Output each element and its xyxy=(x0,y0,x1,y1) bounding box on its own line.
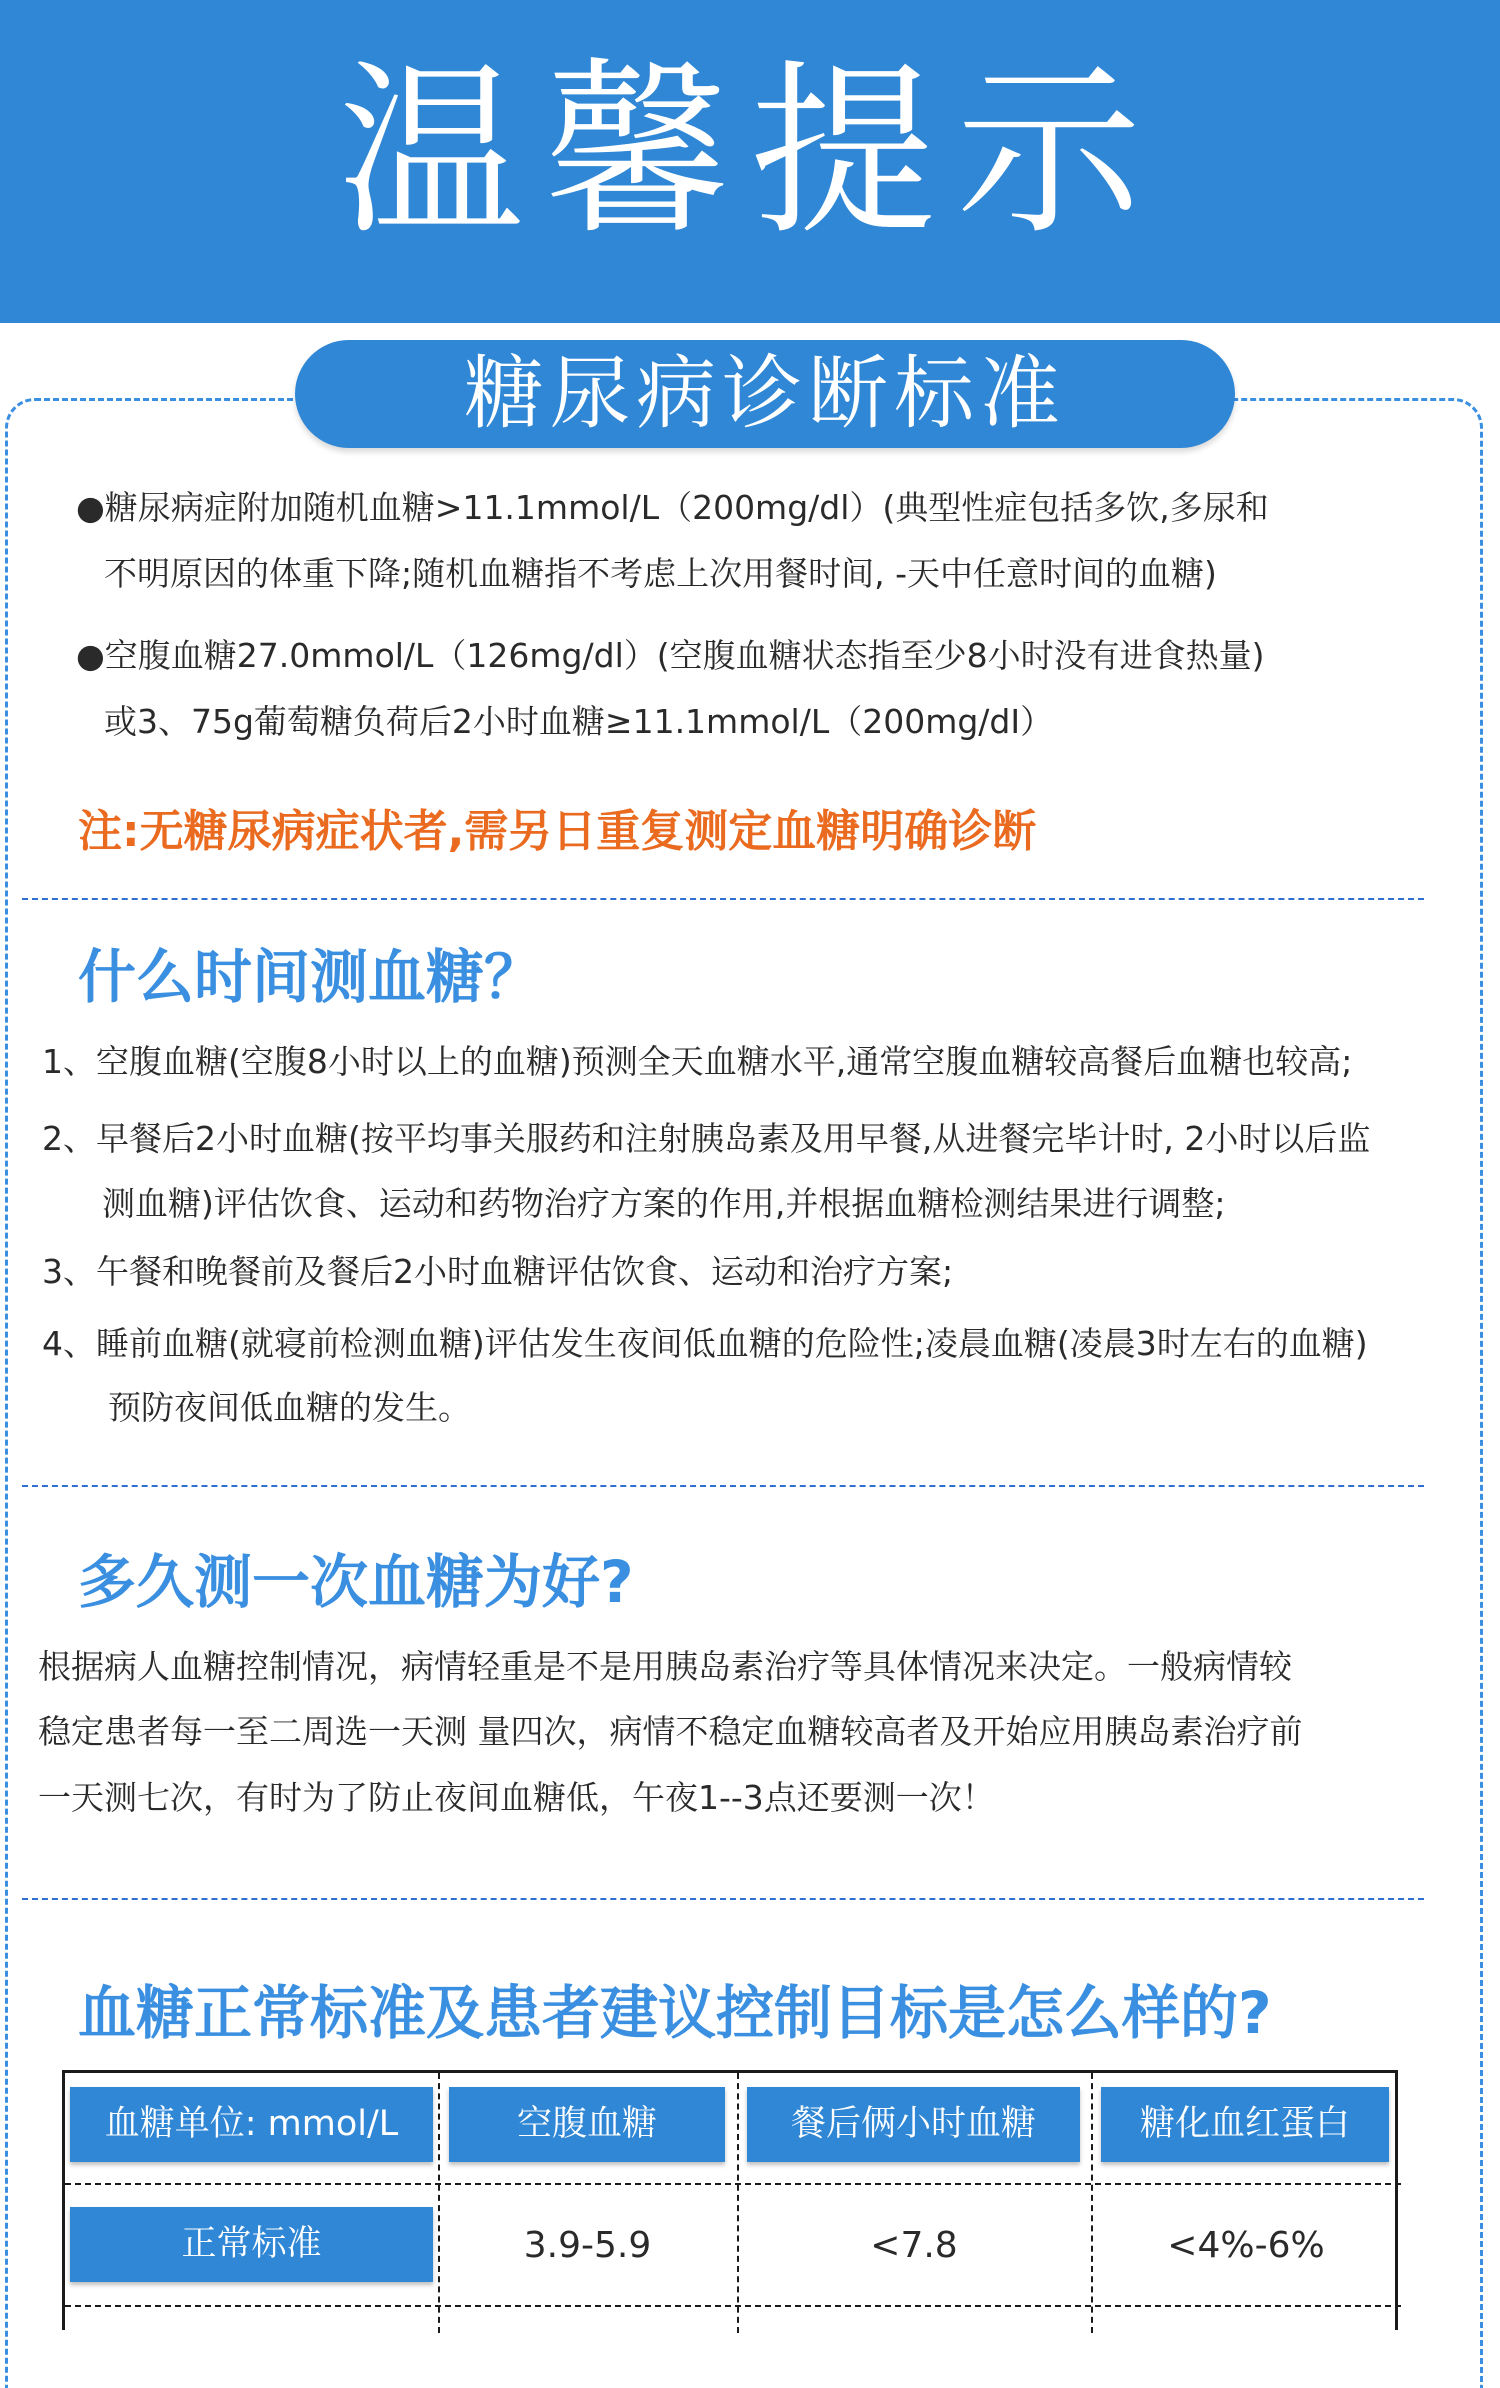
criteria-bullet-1-line-2: 不明原因的体重下降;随机血糖指不考虑上次用餐时间, -天中任意时间的血糖) xyxy=(104,554,1217,593)
section-divider xyxy=(22,1485,1424,1487)
when-item-4-line-2: 预防夜间低血糖的发生。 xyxy=(108,1388,471,1427)
criteria-bullet-2-line-1: ●空腹血糖27.0mmol/L（126mg/dl）(空腹血糖状态指至少8小时没有进食热量) xyxy=(76,636,1265,675)
when-item-4-line-1: 4、睡前血糖(就寝前检测血糖)评估发生夜间低血糖的危险性;凌晨血糖(凌晨3时左右的血糖) xyxy=(42,1324,1368,1363)
section-divider xyxy=(22,898,1424,900)
when-item-1: 1、空腹血糖(空腹8小时以上的血糖)预测全天血糖水平,通常空腹血糖较高餐后血糖也较高; xyxy=(42,1042,1353,1081)
page-title: 温馨提示 xyxy=(337,43,1162,260)
column-header-hba1c: 糖化血红蛋白 xyxy=(1101,2087,1389,2162)
table-column-divider xyxy=(438,2073,440,2333)
table-column-divider xyxy=(737,2073,739,2333)
standards-heading: 血糖正常标准及患者建议控制目标是怎么样的? xyxy=(78,1979,1272,2047)
criteria-bullet-1-line-1: ●糖尿病症附加随机血糖>11.1mmol/L（200mg/dl）(典型性症包括多饮,多尿和 xyxy=(76,488,1269,527)
when-item-2-line-2: 测血糖)评估饮食、运动和药物治疗方案的作用,并根据血糖检测结果进行调整; xyxy=(102,1184,1226,1223)
table-column-divider xyxy=(1091,2073,1093,2333)
cell-postprandial-value: <7.8 xyxy=(870,2225,958,2266)
section-divider xyxy=(22,1898,1424,1900)
cell-hba1c-value: <4%-6% xyxy=(1167,2225,1325,2266)
row-label-normal: 正常标准 xyxy=(70,2207,433,2282)
table-row-divider xyxy=(65,2305,1401,2307)
when-heading: 什么时间测血糖？ xyxy=(78,943,543,1011)
when-item-3: 3、午餐和晚餐前及餐后2小时血糖评估饮食、运动和治疗方案; xyxy=(42,1252,954,1291)
frequency-heading: 多久测一次血糖为好? xyxy=(78,1548,634,1616)
diagnosis-note: 注:无糖尿病症状者,需另日重复测定血糖明确诊断 xyxy=(78,806,1037,857)
column-header-postprandial: 餐后俩小时血糖 xyxy=(747,2087,1080,2162)
section-title-pill xyxy=(295,340,1235,448)
column-header-unit: 血糖单位: mmol/L xyxy=(70,2087,433,2162)
glucose-standards-table xyxy=(62,2070,1398,2330)
when-item-2-line-1: 2、早餐后2小时血糖(按平均事关服药和注射胰岛素及用早餐,从进餐完毕计时, 2小时以后监 xyxy=(42,1119,1371,1158)
section-title: 糖尿病诊断标准 xyxy=(464,347,1066,440)
frequency-line-1: 根据病人血糖控制情况，病情轻重是不是用胰岛素治疗等具体情况来决定。一般病情较 xyxy=(38,1647,1292,1686)
criteria-bullet-2-line-2: 或3、75g葡萄糖负荷后2小时血糖≥11.1mmol/L（200mg/dI） xyxy=(104,702,1054,741)
frequency-line-3: 一天测七次，有时为了防止夜间血糖低，午夜1--3点还要测一次！ xyxy=(38,1778,995,1817)
cell-fasting-value: 3.9-5.9 xyxy=(523,2225,652,2266)
header-banner xyxy=(0,0,1500,323)
table-row-divider xyxy=(65,2183,1401,2185)
column-header-fasting: 空腹血糖 xyxy=(449,2087,725,2162)
frequency-line-2: 稳定患者每一至二周选一天测 量四次，病情不稳定血糖较高者及开始应用胰岛素治疗前 xyxy=(38,1712,1303,1751)
